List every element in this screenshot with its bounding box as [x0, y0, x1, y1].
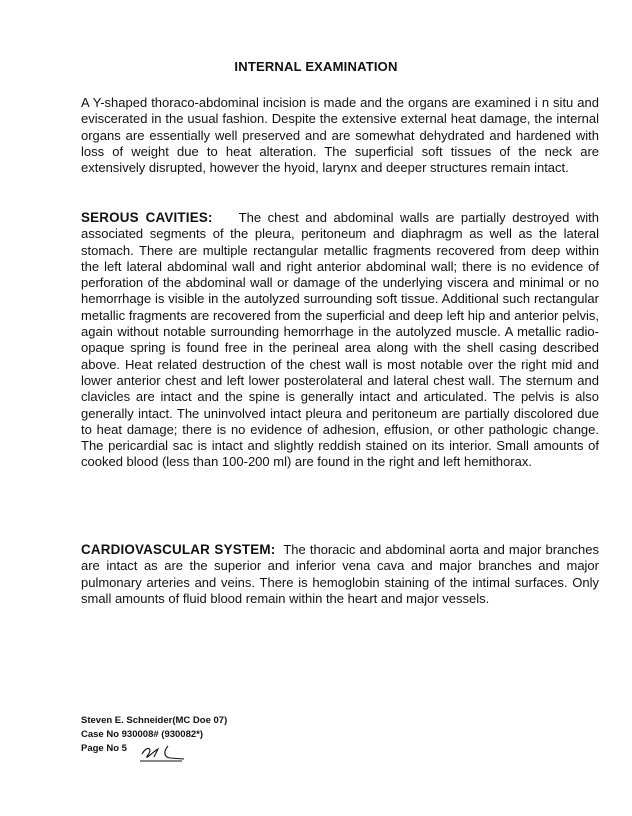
footer-page-line: Page No 5 [81, 743, 127, 754]
paragraph-incision-text: A Y-shaped thoraco-abdominal incision is made and the organs are examined i n situ and eviscerated in the usual fashion. Despite the extensive external heat damage, the internal organs are essentially well preserved and are somewhat dehydrated and hardened with loss of weight due to heat alteration. The superficial soft tissues of the neck are extensively disrupted, however the hyoid, larynx and deeper structures remain intact. [81, 95, 599, 176]
footer-subject-line: Steven E. Schneider(MC Doe 07) [81, 715, 228, 726]
cardiovascular-system-text: The thoracic and abdominal aorta and major branches are intact as are the superior and inferior vena cava and major branches and major pulmonary arteries and veins. There is hemoglobin staining of the intimal surfaces. Only small amounts of fluid blood remain within the heart and major vessels. [81, 542, 599, 606]
paragraph-incision [81, 95, 599, 176]
paragraph-cardiovascular-system [81, 542, 599, 607]
paragraph-serous-cavities [81, 210, 599, 471]
handwritten-initials-mark [138, 742, 188, 764]
footer-case-line: Case No 930008# (930082*) [81, 729, 204, 740]
serous-cavities-text: The chest and abdominal walls are partially destroyed with associated segments of the pleura, peritoneum and diaphragm as well as the lateral stomach. There are multiple rectangular metallic fragments recovered from deep within the left lateral abdominal wall and right anterior abdominal wall; there is no evidence of perforation of the abdominal wall or damage of the underlying viscera and minimal or no hemorrhage is visible in the autolyzed surrounding soft tissue. Additional such rectangular metallic fragments are recovered from the superficial and deep left hip and anterior pelvis, again without notable surrounding hemorrhage in the autolyzed muscle. A metallic radio-opaque spring is found free in the perineal area along with the shell casing described above. Heat related destruction of the chest wall is most notable over the right mid and lower anterior chest and left lower posterolateral and lateral chest wall. The sternum and clavicles are intact and the spine is generally intact and articulated. The pelvis is also generally intact. The uninvolved intact pleura and peritoneum are partially discolored due to heat damage; there is no evidence of adhesion, effusion, or other pathologic change. The pericardial sac is intact and slightly reddish stained on its interior. Small amounts of cooked blood (less than 100-200 ml) are found in the right and left hemithorax. [81, 210, 599, 470]
section-heading: INTERNAL EXAMINATION [234, 59, 398, 74]
serous-cavities-heading: SEROUS CAVITIES: [81, 210, 213, 225]
cardiovascular-system-heading: CARDIOVASCULAR SYSTEM: [81, 542, 276, 557]
